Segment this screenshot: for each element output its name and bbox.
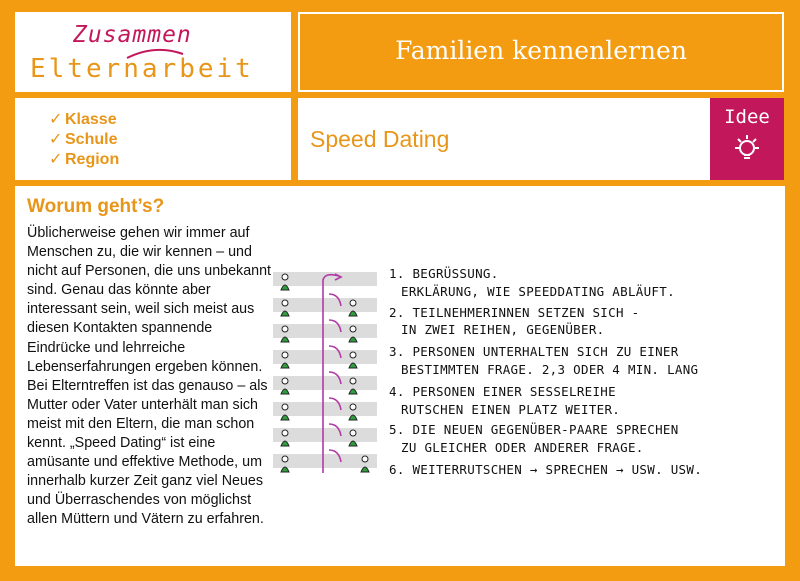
logo <box>15 12 291 92</box>
header-title-box <box>298 12 784 92</box>
step-line: IN ZWEI REIHEN, GEGENÜBER. <box>401 322 605 337</box>
checklist-item: ✓ Schule <box>49 131 118 148</box>
step-line: 2. TEILNEHMERINNEN SETZEN SICH - <box>389 305 640 320</box>
main-content <box>15 186 785 566</box>
seating-diagram <box>271 268 381 478</box>
checklist <box>49 110 119 170</box>
lightbulb-icon <box>731 134 763 166</box>
badge-label: Idee <box>724 106 770 128</box>
checklist-item: ✓ Klasse <box>49 111 117 128</box>
step-line: 3. PERSONEN UNTERHALTEN SICH ZU EINER <box>389 344 679 359</box>
section-title: Speed Dating <box>310 126 450 152</box>
content-heading: Worum geht’s? <box>27 196 165 217</box>
step-line: BESTIMMTEN FRAGE. 2,3 ODER 4 MIN. LANG <box>401 362 699 377</box>
page-title: Familien kennenlernen <box>395 36 687 65</box>
logo-line-1: Zusammen <box>73 22 192 48</box>
step-line: 6. WEITERRUTSCHEN → SPRECHEN → USW. USW. <box>389 462 703 477</box>
section-header <box>298 98 784 180</box>
step-line: ZU GLEICHER ODER ANDERER FRAGE. <box>401 440 644 455</box>
step-line: ERKLÄRUNG, WIE SPEEDDATING ABLÄUFT. <box>401 284 675 299</box>
idee-badge <box>710 98 784 180</box>
checkmark-icon: ✓ <box>49 151 63 168</box>
checklist-box <box>15 98 291 180</box>
chair-rows <box>273 272 377 468</box>
step-line: 4. PERSONEN EINER SESSELREIHE <box>389 384 616 399</box>
content-paragraph: Üblicherweise gehen wir immer auf Menschen zu, die wir kennen – und nicht auf Personen, die uns unbekannt sind. Genau das könnte aber interessant sein, weil sich meist aus diesen Kontakten spannende Eindrücke und lehrreiche Lebenserfahrungen ergeben können. Bei Elterntreffen ist das genauso – als Mutter oder Vater unterhält man sich meist mit den Eltern, die man schon kennt. „Speed Dating“ ist eine amüsante und effektive Methode, um innerhalb kurzer Zeit ganz viel Neues und Überraschendes von möglichst allen Müttern und Vätern zu erfahren. <box>27 225 272 528</box>
checkmark-icon: ✓ <box>49 111 63 128</box>
step-line: 1. BEGRÜSSUNG. <box>389 266 499 281</box>
step-line: 5. DIE NEUEN GEGENÜBER-PAARE SPRECHEN <box>389 422 679 437</box>
step-line: RUTSCHEN EINEN PLATZ WEITER. <box>401 402 621 417</box>
checklist-item: ✓ Region <box>49 151 120 168</box>
checkmark-icon: ✓ <box>49 131 63 148</box>
logo-line-2: Elternarbeit <box>30 54 254 84</box>
people-left <box>281 274 289 472</box>
